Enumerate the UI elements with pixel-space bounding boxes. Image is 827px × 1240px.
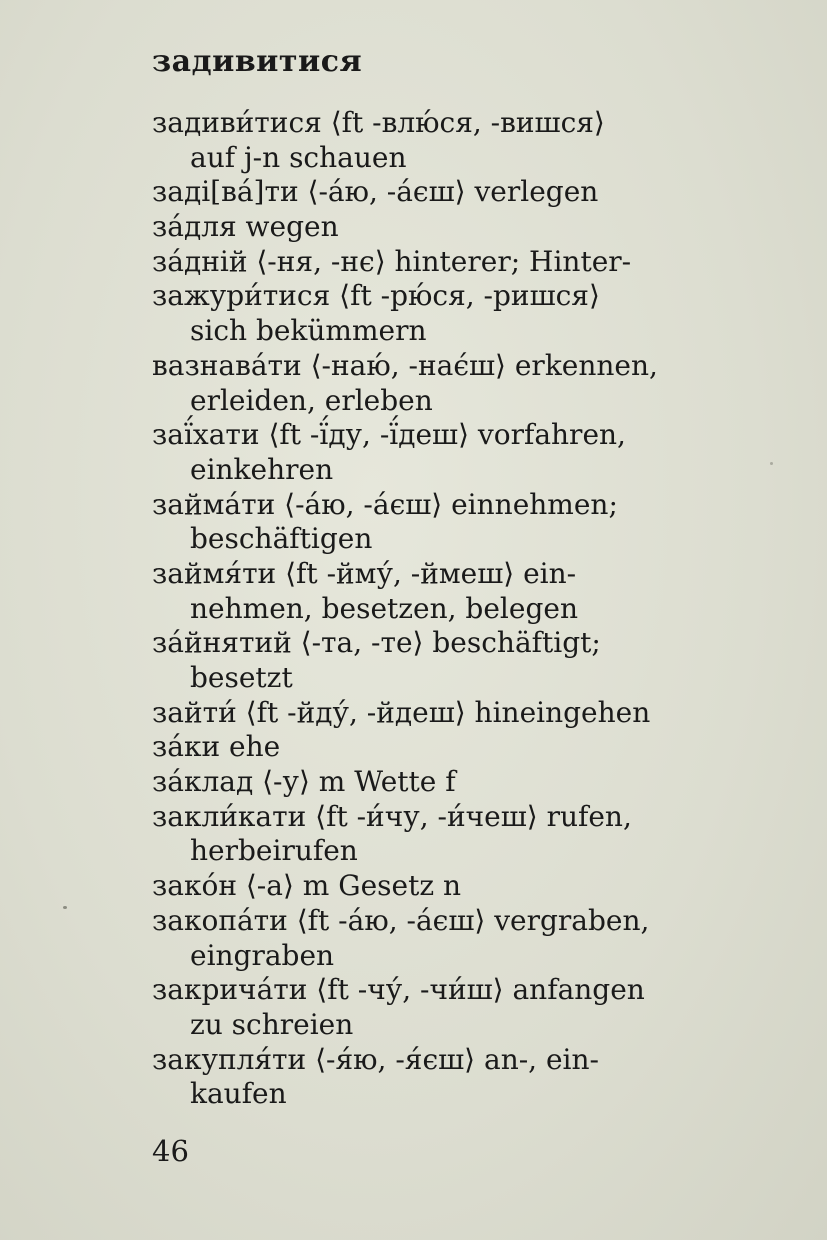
entry-line: закопа́ти ⟨ft -а́ю, -а́єш⟩ vergraben, [152,903,650,937]
entry-line: заї́хати ⟨ft -ї́ду, -ї́деш⟩ vorfahren, [152,418,626,452]
entry-continuation: zu schreien [190,1007,354,1041]
entry-continuation: besetzt [190,661,293,694]
entry-line: за́дній ⟨-ня, -нє⟩ hinterer; Hinter- [152,244,632,278]
entry-continuation: herbeirufen [190,834,358,868]
entry-line: за́для wegen [152,210,339,244]
entry-line: за́йнятий ⟨-та, -те⟩ beschäftigt; [152,626,601,660]
entry-line: зако́н ⟨-а⟩ m Gesetz n [152,869,462,903]
entry-continuation: auf j-n schauen [190,140,407,174]
entry-line: за́ки ehe [152,730,281,764]
entry-continuation: eingraben [190,938,335,972]
entry-line: займя́ти ⟨ft -йму́, -ймеш⟩ ein- [152,556,577,590]
entry-line: закупля́ти ⟨-я́ю, -я́єш⟩ an-, ein- [152,1042,600,1076]
entry-line: заді[ва́]ти ⟨-а́ю, -а́єш⟩ verlegen [152,175,599,209]
paper-speck [63,906,67,909]
paper-speck [770,462,773,465]
entry-line: вазнава́ти ⟨-наю́, -нає́ш⟩ erkennen, [152,348,658,382]
entry-list [152,106,732,1112]
entry-line: зажури́тися ⟨ft -рю́ся, -ришся⟩ [152,279,600,313]
page-number: 46 [152,1134,189,1168]
running-head: задивитися [152,44,363,79]
entry-line: зайти́ ⟨ft -йду́, -йдеш⟩ hineingehen [152,695,651,729]
entry-line: закрича́ти ⟨ft -чу́, -чи́ш⟩ anfangen [152,973,645,1007]
entry-continuation: einkehren [190,452,334,486]
entry-continuation: kaufen [190,1077,287,1111]
entry-continuation: beschäftigen [190,522,373,556]
entry-line: за́клад ⟨-у⟩ m Wette f [152,765,456,799]
entry-continuation: sich bekümmern [190,314,427,348]
entry-line: займа́ти ⟨-а́ю, -а́єш⟩ einnehmen; [152,487,618,521]
entry-continuation: erleiden, erleben [190,383,433,417]
entry-line: закли́кати ⟨ft -и́чу, -и́чеш⟩ rufen, [152,799,632,833]
entry-line: задиви́тися ⟨ft -влю́ся, -вишся⟩ [152,106,605,139]
entry-continuation: nehmen, besetzen, belegen [190,591,578,625]
